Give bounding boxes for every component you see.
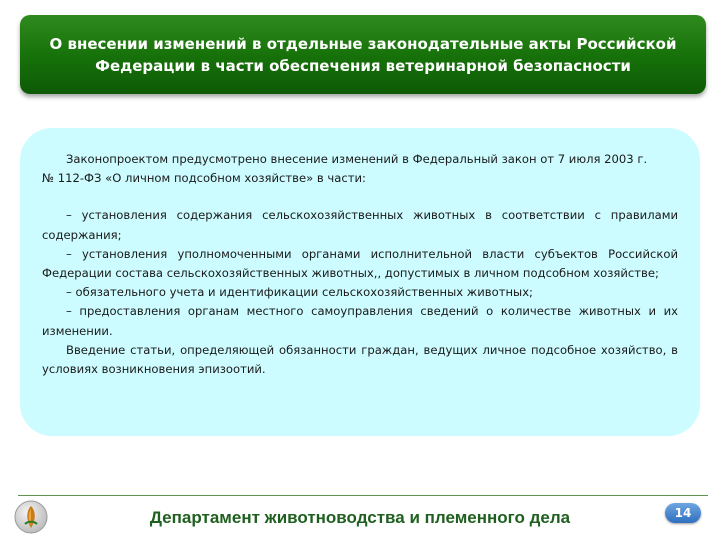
page-number-badge: 14	[665, 503, 701, 523]
list-item: – обязательного учета и идентификации сельскохозяйственных животных;	[66, 285, 533, 300]
closing-text: Введение статьи, определяющей обязанности граждан, ведущих личное подсобное хозяйство, в условиях возникновения эпизоотий.	[42, 342, 678, 377]
list-item: – предоставления органам местного самоуправления сведений о количестве животных и их изменении.	[42, 304, 678, 338]
footer-divider	[18, 495, 708, 496]
law-reference: № 112-ФЗ «О личном подсобном хозяйстве» в части:	[42, 171, 366, 186]
list-item: – установления уполномоченными органами исполнительной власти субъектов Российской Федерации состава сельскохозяйственных животных,, допустимых в личном подсобном хозяйстве;	[42, 246, 678, 281]
slide-title-banner	[20, 15, 706, 94]
intro-text: Законопроектом предусмотрено внесение изменений в Федеральный закон от 7 июля 2003 г.	[66, 152, 648, 166]
footer-department: Департамент животноводства и племенного дела	[149, 508, 571, 527]
list-item: – установления содержания сельскохозяйственных животных в соответствии с правилами содержания;	[42, 208, 678, 242]
slide-title: О внесении изменений в отдельные законодательные акты Российской Федерации в части обеспечения ветеринарной безопасности	[49, 34, 677, 75]
content-panel	[20, 128, 700, 436]
emblem-icon	[14, 500, 48, 534]
